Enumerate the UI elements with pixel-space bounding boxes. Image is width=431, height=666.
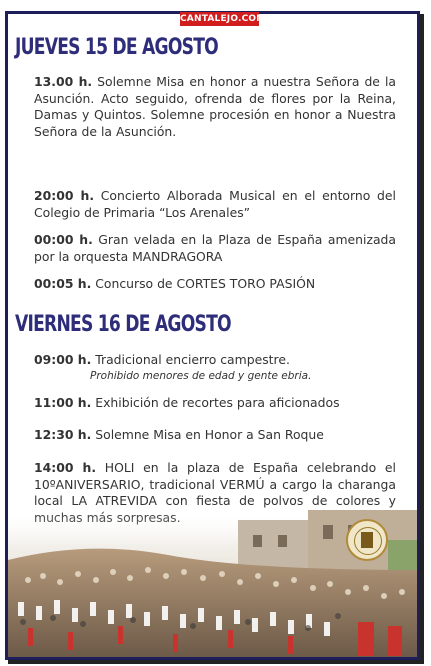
event-text: Exhibición de recortes para aficionados	[95, 395, 340, 410]
day-heading-thursday: JUEVES 15 DE AGOSTO	[15, 35, 218, 60]
event-text: Concurso de CORTES TORO PASIÓN	[95, 276, 316, 291]
event-text: Tradicional encierro campestre.	[95, 352, 290, 367]
event-time: 09:00 h.	[34, 352, 92, 367]
event-text: Concierto Alborada Musical en el entorno del Colegio de Primaria “Los Arenales”	[34, 188, 396, 220]
event-time: 12:30 h.	[34, 427, 92, 442]
event-time: 14:00 h.	[34, 460, 97, 475]
event-thursday-4	[34, 276, 396, 293]
frame-shadow-bottom	[8, 660, 424, 664]
event-friday-3	[34, 427, 396, 444]
seal-tower	[361, 532, 373, 548]
watermark-label: CANTALEJO.COM	[180, 14, 266, 24]
event-friday-2	[34, 395, 396, 412]
event-time: 13.00 h.	[34, 74, 93, 89]
event-time: 00:05 h.	[34, 276, 92, 291]
event-time: 11:00 h.	[34, 395, 92, 410]
event-friday-1	[34, 352, 396, 383]
event-note: Prohibido menores de edad y gente ebria.	[90, 369, 312, 382]
event-text: Solemne Misa en honor a nuestra Señora de la Asunción. Acto seguido, ofrenda de flores por la Reina, Damas y Quintos. Solemne procesión en honor a Nuestra Señora de la Asunción.	[34, 74, 396, 139]
event-time: 20:00 h.	[34, 188, 95, 203]
town-seal-icon	[346, 519, 388, 561]
frame-shadow-right	[420, 14, 424, 663]
event-text: HOLI en la plaza de España celebrando el 10ºANIVERSARIO, tradicional VERMÚ a cargo la charanga local LA ATREVIDA con fiesta de polvos de colores y	[34, 460, 396, 508]
event-thursday-2	[34, 188, 396, 221]
event-text: Solemne Misa en Honor a San Roque	[95, 427, 324, 442]
day-heading-friday: VIERNES 16 DE AGOSTO	[15, 312, 231, 337]
event-thursday-3	[34, 232, 396, 265]
event-text: Gran velada en la Plaza de España amenizada por la orquesta MANDRAGORA	[34, 232, 396, 264]
event-thursday-1	[34, 74, 396, 140]
event-time: 00:00 h.	[34, 232, 93, 247]
